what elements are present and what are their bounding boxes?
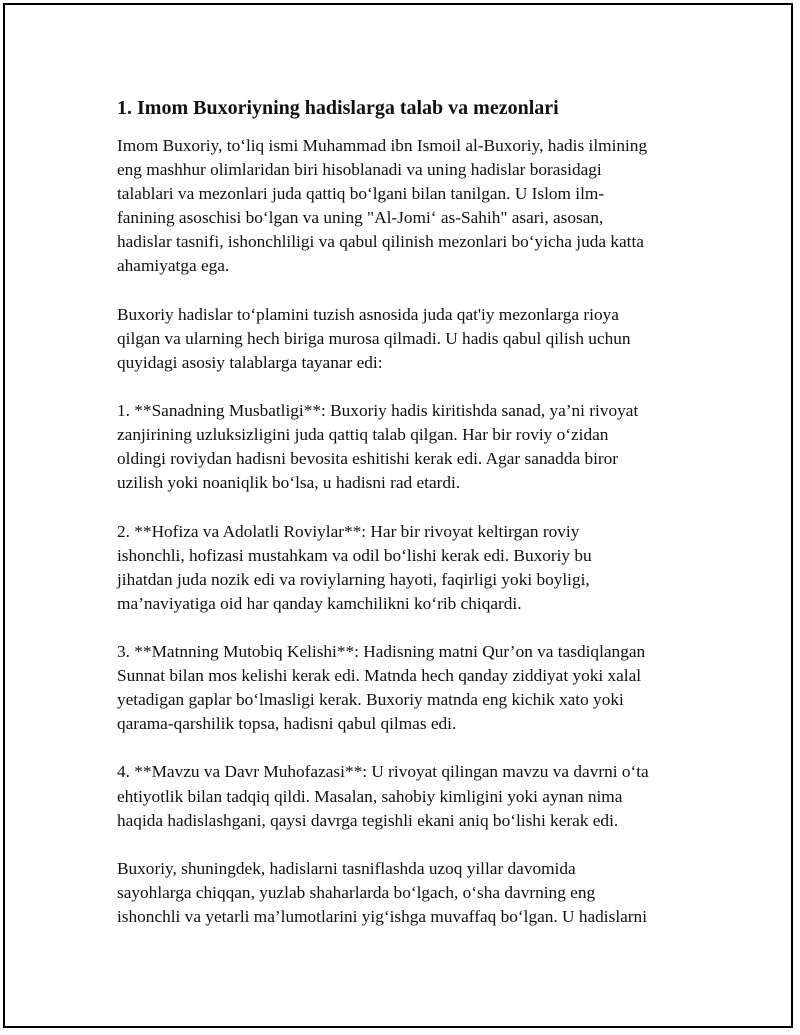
text-line: qarama-qarshilik topsa, hadisni qabul qilmas edi. — [117, 714, 457, 734]
text-line: ishonchli va yetarli ma’lumotlarini yig‘ishga muvaffaq bo‘lgan. U hadislarni — [117, 907, 647, 926]
paragraph-item-3 — [117, 640, 692, 736]
paragraph-intro — [117, 134, 692, 279]
text-line: qilgan va ularning hech biriga murosa qilmadi. U hadis qabul qilish uchun — [117, 328, 631, 348]
text-line: fanining asoschisi bo‘lgan va uning "Al-Jomi‘ as-Sahih" asari, asosan, — [117, 208, 604, 228]
paragraph-item-1 — [117, 399, 692, 495]
text-line: ishonchli, hofizasi mustahkam va odil bo‘lishi kerak edi. Buxoriy bu — [117, 545, 592, 565]
text-line: ma’naviyatiga oid har qanday kamchilikni ko‘rib chiqardi. — [117, 593, 522, 613]
paragraph-requirements-intro — [117, 303, 692, 375]
text-line: haqida hadislashgani, qaysi davrga tegishli ekani aniq bo‘lishi kerak edi. — [117, 810, 619, 830]
text-line: hadislar tasnifi, ishonchliligi va qabul qilinish mezonlari bo‘yicha juda katta — [117, 232, 644, 252]
text-line: 3. **Matnning Mutobiq Kelishi**: Hadisning matni Qur’on va tasdiqlangan — [117, 641, 646, 661]
paragraph-item-4 — [117, 760, 692, 832]
text-line: talablari va mezonlari juda qattiq bo‘lgani bilan tanilgan. U Islom ilm- — [117, 184, 605, 204]
text-line: 4. **Mavzu va Davr Muhofazasi**: U rivoyat qilingan mavzu va davrni o‘ta — [117, 762, 649, 782]
paragraph-conclusion — [117, 857, 692, 929]
text-line: 2. **Hofiza va Adolatli Roviylar**: Har bir rivoyat keltirgan roviy — [117, 521, 580, 541]
text-line: quyidagi asosiy talablarga tayanar edi: — [117, 352, 383, 372]
text-line: zanjirining uzluksizligini juda qattiq talab qilgan. Har bir roviy o‘zidan — [117, 425, 609, 445]
text-line: 1. **Sanadning Musbatligi**: Buxoriy hadis kiritishda sanad, ya’ni rivoyat — [117, 401, 639, 421]
text-line: Buxoriy hadislar to‘plamini tuzish asnosida juda qat'iy mezonlarga rioya — [117, 304, 619, 324]
text-line: oldingi roviydan hadisni bevosita eshitishi kerak edi. Agar sanadda biror — [117, 449, 619, 469]
text-line: sayohlarga chiqqan, yuzlab shaharlarda bo‘lgach, o‘sha davrning eng — [117, 882, 596, 902]
text-line: Buxoriy, shuningdek, hadislarni tasniflashda uzoq yillar davomida — [117, 858, 576, 878]
text-line: uzilish yoki noaniqlik bo‘lsa, u hadisni rad etardi. — [117, 473, 461, 493]
text-line: Sunnat bilan mos kelishi kerak edi. Matnda hech qanday ziddiyat yoki xalal — [117, 666, 642, 686]
text-line: yetadigan gaplar bo‘lmasligi kerak. Buxoriy matnda eng kichik xato yoki — [117, 690, 624, 710]
text-line: eng mashhur olimlaridan biri hisoblanadi va uning hadislar borasidagi — [117, 160, 602, 180]
text-line: ehtiyotlik bilan tadqiq qildi. Masalan, sahobiy kimligini yoki aynan nima — [117, 786, 623, 806]
paragraph-item-2 — [117, 520, 692, 616]
section-heading: 1. Imom Buxoriyning hadislarga talab va mezonlari — [117, 97, 559, 119]
text-line: jihatdan juda nozik edi va roviylarning hayoti, faqirligi yoki boyligi, — [117, 569, 590, 589]
document-body — [117, 96, 692, 953]
text-line: Imom Buxoriy, to‘liq ismi Muhammad ibn Ismoil al-Buxoriy, hadis ilmining — [117, 136, 648, 155]
text-line: ahamiyatga ega. — [117, 256, 230, 276]
